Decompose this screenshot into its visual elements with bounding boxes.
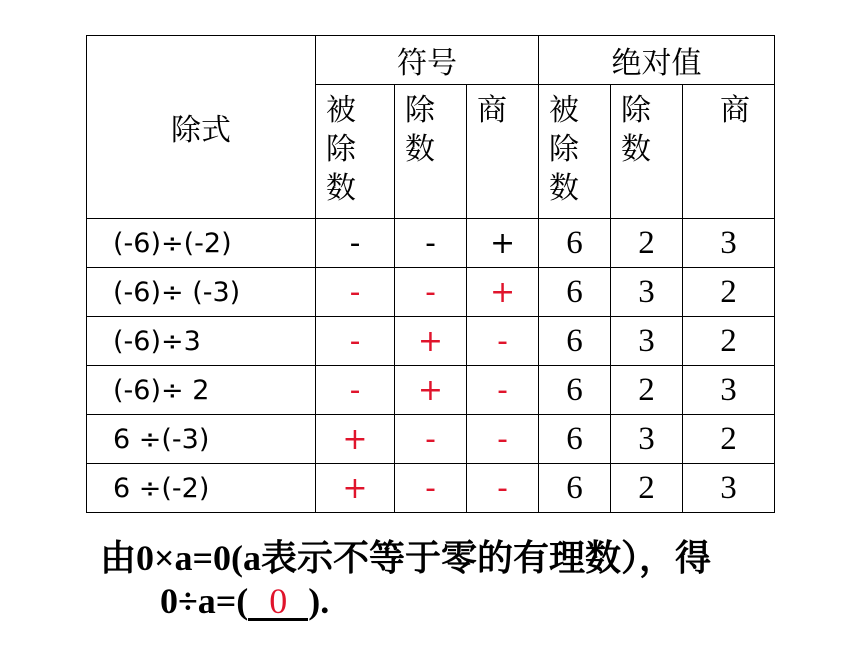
sign-dividend-cell: - (316, 219, 395, 268)
sign-dividend-cell: - (316, 366, 395, 415)
division-sign-table (86, 35, 775, 513)
abs-dividend-cell: 6 (539, 268, 611, 317)
expression-cell: (-6)÷ (-3) (87, 268, 316, 317)
table-row (87, 464, 775, 513)
abs-divisor-cell: 3 (611, 415, 683, 464)
sign-group-header: 符号 (316, 36, 539, 85)
sign-quotient-cell: - (467, 415, 539, 464)
expression-cell: (-6)÷(-2) (87, 219, 316, 268)
sign-divisor-cell: + (395, 317, 467, 366)
sign-dividend-header: 被 除 数 (316, 85, 395, 219)
sign-dividend-cell: - (316, 268, 395, 317)
abs-quotient-cell: 3 (683, 464, 775, 513)
abs-divisor-cell: 2 (611, 219, 683, 268)
expression-cell: 6 ÷(-3) (87, 415, 316, 464)
abs-divisor-cell: 2 (611, 366, 683, 415)
abs-dividend-cell: 6 (539, 317, 611, 366)
sign-quotient-cell: - (467, 317, 539, 366)
abs-divisor-header: 除 数 (611, 85, 683, 219)
table-row (87, 366, 775, 415)
abs-divisor-cell: 3 (611, 268, 683, 317)
sign-quotient-cell: - (467, 464, 539, 513)
sign-dividend-cell: + (316, 415, 395, 464)
sign-quotient-cell: - (467, 366, 539, 415)
conclusion-line-2 (160, 580, 329, 622)
sign-dividend-cell: + (316, 464, 395, 513)
sign-divisor-header: 除 数 (395, 85, 467, 219)
abs-group-header: 绝对值 (539, 36, 775, 85)
abs-dividend-cell: 6 (539, 366, 611, 415)
abs-quotient-cell: 3 (683, 219, 775, 268)
table-row (87, 415, 775, 464)
abs-divisor-cell: 2 (611, 464, 683, 513)
answer-blank: 0 (248, 584, 308, 621)
sign-divisor-cell: + (395, 366, 467, 415)
conclusion-suffix: ). (308, 581, 330, 621)
expression-cell: (-6)÷3 (87, 317, 316, 366)
abs-quotient-cell: 2 (683, 415, 775, 464)
sign-quotient-header: 商 (467, 85, 539, 219)
expression-cell: (-6)÷ 2 (87, 366, 316, 415)
abs-quotient-cell: 2 (683, 317, 775, 366)
conclusion-prefix: 0÷a=( (160, 581, 249, 621)
abs-quotient-cell: 3 (683, 366, 775, 415)
abs-dividend-cell: 6 (539, 219, 611, 268)
sign-divisor-cell: - (395, 219, 467, 268)
table-row (87, 219, 775, 268)
sign-quotient-cell: + (467, 268, 539, 317)
sign-quotient-cell: + (467, 219, 539, 268)
sign-divisor-cell: - (395, 415, 467, 464)
abs-quotient-header: 商 (683, 85, 775, 219)
abs-quotient-cell: 2 (683, 268, 775, 317)
table-row (87, 268, 775, 317)
sign-dividend-cell: - (316, 317, 395, 366)
conclusion-line-1: 由0×a=0(a表示不等于零的有理数），得 (100, 538, 712, 578)
abs-divisor-cell: 3 (611, 317, 683, 366)
sign-divisor-cell: - (395, 268, 467, 317)
abs-dividend-cell: 6 (539, 415, 611, 464)
abs-dividend-header: 被 除 数 (539, 85, 611, 219)
abs-dividend-cell: 6 (539, 464, 611, 513)
expression-cell: 6 ÷(-2) (87, 464, 316, 513)
sign-divisor-cell: - (395, 464, 467, 513)
table-row (87, 317, 775, 366)
expression-header: 除式 (87, 36, 316, 219)
